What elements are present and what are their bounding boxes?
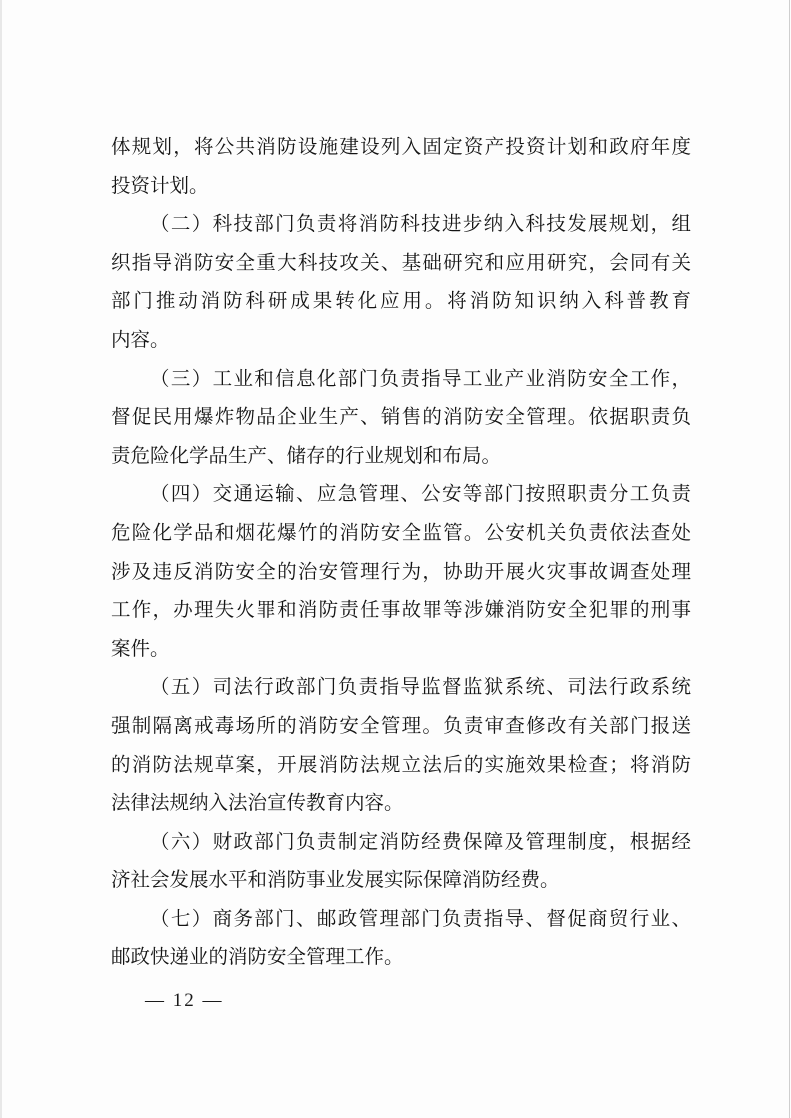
- text-line: 涉及违反消防安全的治安管理行为，协助开展火灾事故调查处理: [111, 559, 691, 583]
- text-line: 法律法规纳入法治宣传教育内容。: [111, 791, 404, 815]
- text-line: 工作，办理失火罪和消防责任事故罪等涉嫌消防安全犯罪的刑事: [111, 598, 691, 622]
- text-line: （六）财政部门负责制定消防经费保障及管理制度，根据经: [150, 829, 691, 853]
- text-line: 部门推动消防科研成果转化应用。将消防知识纳入科普教育: [111, 289, 691, 313]
- scan-edge-left: [0, 0, 2, 1118]
- text-line: 济社会发展水平和消防事业发展实际保障消防经费。: [111, 868, 560, 892]
- text-line: 织指导消防安全重大科技攻关、基础研究和应用研究，会同有关: [111, 250, 691, 274]
- text-line: 督促民用爆炸物品企业生产、销售的消防安全管理。依据职责负: [111, 405, 691, 429]
- text-line: （五）司法行政部门负责指导监督监狱系统、司法行政系统: [150, 675, 691, 699]
- text-line: 危险化学品和烟花爆竹的消防安全监管。公安机关负责依法查处: [111, 520, 691, 544]
- body-text: [111, 128, 691, 977]
- text-line: （三）工业和信息化部门负责指导工业产业消防安全工作，: [150, 366, 691, 390]
- text-line: （二）科技部门负责将消防科技进步纳入科技发展规划，组: [150, 212, 691, 236]
- text-line: 邮政快递业的消防安全管理工作。: [111, 945, 404, 969]
- text-line: 体规划，将公共消防设施建设列入固定资产投资计划和政府年度: [111, 135, 691, 158]
- text-line: 内容。: [111, 327, 170, 351]
- text-line: 强制隔离戒毒场所的消防安全管理。负责审查修改有关部门报送: [111, 713, 691, 737]
- page-number: — 12 —: [145, 990, 224, 1011]
- scan-edge-right: [789, 0, 790, 1118]
- text-line: 责危险化学品生产、储存的行业规划和布局。: [111, 443, 502, 467]
- text-line: 案件。: [111, 636, 170, 660]
- text-line: （七）商务部门、邮政管理部门负责指导、督促商贸行业、: [150, 906, 691, 930]
- text-line: 投资计划。: [111, 173, 209, 197]
- text-line: 的消防法规草案，开展消防法规立法后的实施效果检查；将消防: [111, 752, 691, 776]
- text-line: （四）交通运输、应急管理、公安等部门按照职责分工负责: [150, 482, 691, 506]
